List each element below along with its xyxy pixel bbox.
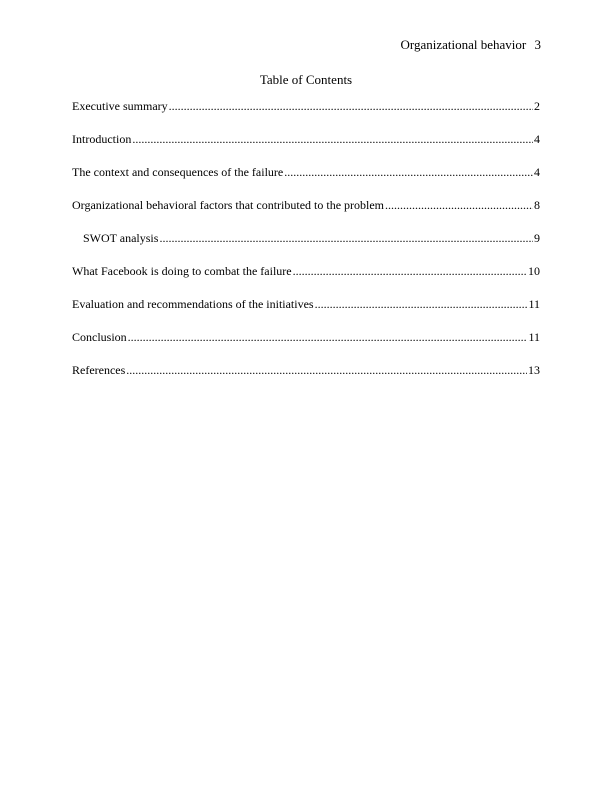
toc-entry-label: Introduction [72, 132, 132, 146]
toc-entry-facebook-combat[interactable] [72, 264, 540, 279]
toc-entry-evaluation-recommendations[interactable] [72, 297, 540, 312]
toc-dot-leader [169, 99, 533, 114]
toc-entry-page: 11 [528, 330, 540, 344]
toc-dot-leader [315, 297, 528, 312]
toc-entry-references[interactable] [72, 363, 540, 378]
toc-entry-page: 10 [528, 264, 540, 278]
table-of-contents [72, 99, 540, 396]
toc-entry-page: 11 [528, 297, 540, 311]
toc-entry-conclusion[interactable] [72, 330, 540, 345]
toc-entry-introduction[interactable] [72, 132, 540, 147]
toc-entry-context-consequences[interactable] [72, 165, 540, 180]
toc-entry-executive-summary[interactable] [72, 99, 540, 114]
toc-dot-leader [385, 198, 533, 213]
toc-dot-leader [159, 231, 533, 246]
toc-entry-page: 13 [528, 363, 540, 377]
toc-dot-leader [132, 132, 533, 147]
toc-entry-page: 9 [534, 231, 540, 245]
running-title: Organizational behavior [400, 37, 527, 52]
toc-entry-label: What Facebook is doing to combat the failure [72, 264, 292, 278]
page-number: 3 [534, 37, 541, 52]
toc-dot-leader [126, 363, 527, 378]
toc-entry-behavioral-factors[interactable] [72, 198, 540, 213]
toc-entry-swot-analysis[interactable] [72, 231, 540, 246]
toc-entry-label: References [72, 363, 126, 377]
toc-entry-label: The context and consequences of the failure [72, 165, 284, 179]
toc-entry-label: Executive summary [72, 99, 168, 113]
toc-entry-page: 4 [534, 165, 540, 179]
toc-entry-page: 2 [534, 99, 540, 113]
toc-dot-leader [293, 264, 527, 279]
toc-entry-label: Organizational behavioral factors that contributed to the problem [72, 198, 385, 212]
toc-entry-page: 8 [534, 198, 540, 212]
page-header [401, 37, 542, 52]
toc-entry-page: 4 [534, 132, 540, 146]
toc-entry-label: Evaluation and recommendations of the initiatives [72, 297, 314, 311]
toc-dot-leader [128, 330, 528, 345]
toc-dot-leader [284, 165, 533, 180]
toc-entry-label: Conclusion [72, 330, 127, 344]
toc-entry-label: SWOT analysis [83, 231, 159, 245]
toc-title: Table of Contents [259, 72, 353, 87]
